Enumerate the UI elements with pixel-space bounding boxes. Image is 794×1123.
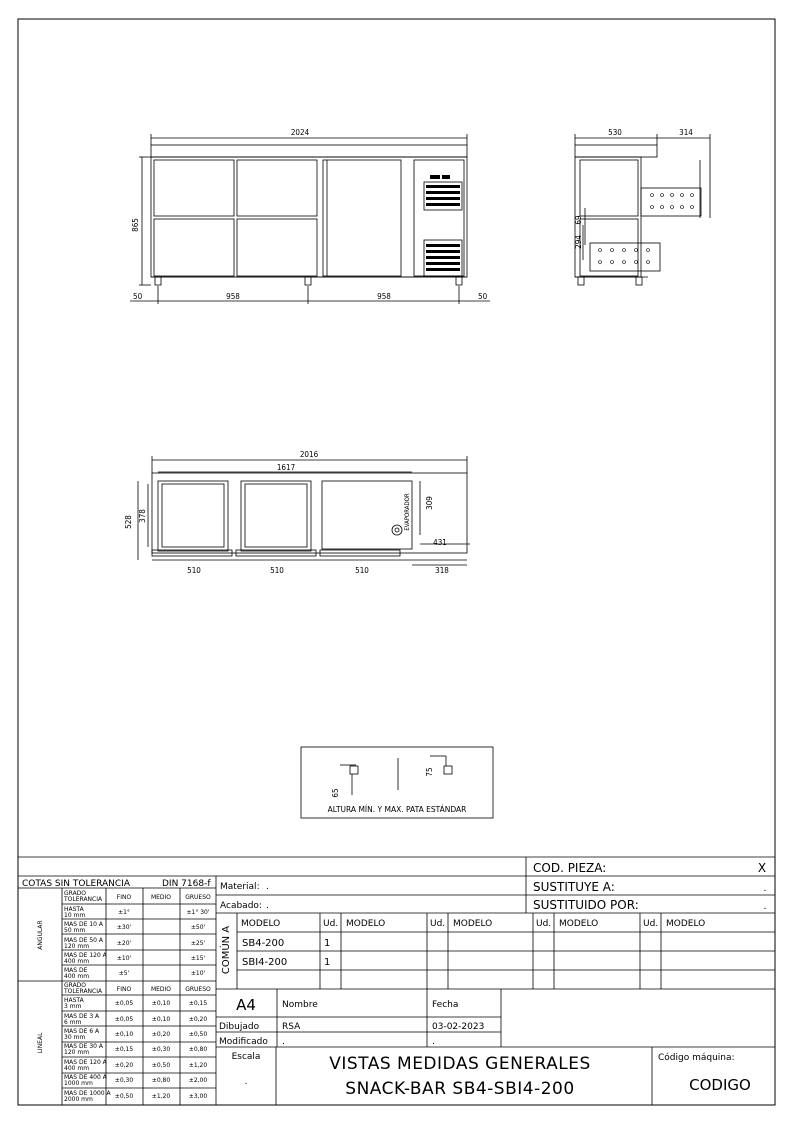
dim-front-width: 2024: [290, 128, 310, 137]
angular-row-3-grueso: ±15': [190, 955, 206, 962]
lineal-row-6-fino: ±0,50: [114, 1093, 134, 1100]
codigo-maquina-label: Código máquina:: [658, 1053, 735, 1063]
angular-row-0-label-line2: 10 mm: [64, 912, 86, 919]
angular-row-0-fino: ±1°: [118, 909, 130, 916]
model-header-1: MODELO: [241, 919, 281, 929]
angular-label: ANGULAR: [37, 920, 44, 950]
model-row-2: SBI4-200: [242, 957, 288, 968]
comun-label: COMÚN A: [221, 925, 232, 975]
ud-header-2: Ud.: [430, 919, 446, 929]
sheet-border: [18, 19, 775, 1105]
lineal-row-4-label-line2: 400 mm: [64, 1065, 90, 1072]
lineal-row-6-label-line1: MAS DE 1000 A: [64, 1090, 111, 1097]
angular-header-grado-line2: TOLERANCIA: [64, 896, 103, 903]
sustituido-value: .: [763, 901, 767, 912]
lineal-row-3-grueso: ±0,80: [188, 1046, 208, 1053]
angular-header-fino: FINO: [116, 894, 132, 901]
dim-top-width: 2016: [299, 450, 319, 459]
ud-header-3: Ud.: [536, 919, 552, 929]
dim-top-depth: 528: [124, 515, 133, 529]
fecha-label: Fecha: [432, 1000, 459, 1010]
dim-front-height: 865: [131, 218, 140, 232]
angular-header-grueso: GRUESO: [185, 894, 211, 901]
angular-row-3-label-line2: 400 mm: [64, 958, 90, 965]
modificado-fecha: .: [432, 1037, 435, 1047]
lineal-header-grueso: GRUESO: [185, 986, 211, 993]
side-view: [575, 134, 710, 285]
lineal-row-6-label-line2: 2000 mm: [64, 1096, 93, 1103]
lineal-row-0-medio: ±0,10: [151, 1000, 171, 1007]
leg-max-dim: 75: [425, 767, 434, 777]
lineal-row-1-fino: ±0,05: [114, 1016, 134, 1023]
angular-row-2-label-line2: 120 mm: [64, 943, 90, 950]
ud-row-1: 1: [324, 938, 331, 949]
lineal-row-5-fino: ±0,30: [114, 1077, 134, 1084]
dim-front-mid1: 958: [226, 292, 240, 301]
lineal-header-fino: FINO: [116, 986, 132, 993]
sustituye-value: .: [763, 883, 767, 894]
angular-row-1-label-line2: 50 mm: [64, 927, 86, 934]
dim-top-seg1: 510: [187, 566, 201, 575]
side-dimension-labels: [574, 128, 693, 249]
lineal-row-1-grueso: ±0,20: [188, 1016, 208, 1023]
angular-row-4-label-line2: 400 mm: [64, 973, 90, 980]
lineal-row-1-label-line1: MAS DE 3 A: [64, 1013, 100, 1020]
angular-row-4-grueso: ±10': [190, 970, 206, 977]
lineal-row-1-medio: ±0,10: [151, 1016, 171, 1023]
tolerance-tables: [63, 890, 211, 1103]
model-row-1: SB4-200: [242, 938, 285, 949]
lineal-row-2-medio: ±0,20: [151, 1031, 171, 1038]
leg-detail-box: [301, 747, 493, 818]
lineal-row-1-label-line2: 6 mm: [64, 1019, 82, 1026]
escala-value: .: [244, 1077, 248, 1087]
lineal-header-grado-line1: GRADO: [64, 982, 87, 989]
lineal-row-0-grueso: ±0,15: [188, 1000, 208, 1007]
dibujado-label: Dibujado: [219, 1022, 260, 1032]
escala-label: Escala: [231, 1052, 261, 1062]
front-dimension-labels: [131, 128, 488, 301]
lineal-row-5-medio: ±0,80: [151, 1077, 171, 1084]
model-header-2: MODELO: [346, 919, 386, 929]
angular-row-3-label-line1: MAS DE 120 A: [64, 952, 107, 959]
angular-row-2-grueso: ±25': [190, 940, 206, 947]
lineal-row-4-medio: ±0,50: [151, 1062, 171, 1069]
lineal-row-2-grueso: ±0,50: [188, 1031, 208, 1038]
dim-top-seg3: 510: [355, 566, 369, 575]
dim-top-evap-h: 309: [425, 496, 434, 510]
lineal-row-6-grueso: ±3,00: [188, 1093, 208, 1100]
angular-row-4-fino: ±5': [118, 970, 130, 977]
lineal-row-4-grueso: ±1,20: [188, 1062, 208, 1069]
lineal-row-3-label-line1: MAS DE 30 A: [64, 1043, 103, 1050]
material-label: Material:: [220, 882, 260, 892]
leg-min-dim: 65: [331, 788, 340, 798]
angular-row-2-fino: ±20': [116, 940, 132, 947]
din-label: DIN 7168-f: [162, 879, 211, 889]
lineal-row-3-fino: ±0,15: [114, 1046, 134, 1053]
angular-row-4-label-line1: MAS DE: [64, 967, 88, 974]
model-header-4: MODELO: [559, 919, 599, 929]
evaporator-label: EVAPORADOR: [404, 493, 411, 531]
top-view: [138, 456, 470, 565]
material-value: .: [266, 882, 269, 892]
angular-header-grado-line1: GRADO: [64, 890, 87, 897]
angular-row-2-label-line1: MAS DE 50 A: [64, 937, 103, 944]
acabado-value: .: [266, 901, 269, 911]
lineal-header-grado-line2: TOLERANCIA: [64, 988, 103, 995]
drawing-title-line1: VISTAS MEDIDAS GENERALES: [329, 1054, 591, 1074]
front-view: [130, 134, 490, 304]
format-a4: A4: [236, 996, 256, 1014]
dim-side-h2: 294: [574, 235, 583, 249]
model-header-3: MODELO: [453, 919, 493, 929]
nombre-label: Nombre: [282, 1000, 318, 1010]
dim-top-inner: 1617: [276, 463, 296, 472]
lineal-row-4-label-line1: MAS DE 120 A: [64, 1059, 107, 1066]
leg-box-caption: ALTURA MÍN. Y MAX. PATA ESTÁNDAR: [327, 805, 467, 814]
angular-header-medio: MEDIO: [150, 894, 172, 901]
angular-row-3-fino: ±10': [116, 955, 132, 962]
lineal-label: LINEAL: [37, 1032, 44, 1054]
ud-row-2: 1: [324, 957, 331, 968]
lineal-header-medio: MEDIO: [150, 986, 172, 993]
dim-top-seg2: 510: [270, 566, 284, 575]
angular-row-1-label-line1: MAS DE 10 A: [64, 921, 103, 928]
lineal-row-5-label-line1: MAS DE 400 A: [64, 1074, 107, 1081]
title-block-text: [22, 861, 767, 1099]
dim-top-seg4: 318: [435, 566, 449, 575]
front-grills: [426, 175, 460, 271]
dim-top-evap-w: 431: [433, 538, 447, 547]
lineal-row-2-label-line2: 30 mm: [64, 1034, 86, 1041]
cotas-label: COTAS SIN TOLERANCIA: [22, 879, 131, 889]
dibujado-fecha: 03-02-2023: [432, 1022, 485, 1032]
angular-row-0-label-line1: HASTA: [64, 906, 84, 913]
lineal-row-5-grueso: ±2,00: [188, 1077, 208, 1084]
dim-side-depth2: 314: [679, 128, 693, 137]
drawing-title-line2: SNACK-BAR SB4-SBI4-200: [345, 1079, 575, 1099]
codigo-maquina-value: CODIGO: [689, 1076, 751, 1094]
side-holes: [599, 194, 694, 264]
ud-header-1: Ud.: [323, 919, 339, 929]
dim-top-inner-h: 378: [138, 509, 147, 523]
dim-front-right: 50: [478, 292, 488, 301]
acabado-label: Acabado:: [220, 901, 262, 911]
dim-front-left: 50: [133, 292, 143, 301]
cod-pieza-value: X: [757, 861, 767, 875]
lineal-row-3-medio: ±0,30: [151, 1046, 171, 1053]
model-header-5: MODELO: [666, 919, 706, 929]
lineal-row-0-fino: ±0,05: [114, 1000, 134, 1007]
lineal-row-3-label-line2: 120 mm: [64, 1049, 90, 1056]
angular-row-0-grueso: ±1° 30': [186, 909, 210, 916]
dim-front-mid2: 958: [377, 292, 391, 301]
lineal-row-2-label-line1: MAS DE 6 A: [64, 1028, 100, 1035]
ud-header-4: Ud.: [643, 919, 659, 929]
lineal-row-5-label-line2: 1000 mm: [64, 1080, 93, 1087]
angular-row-1-fino: ±30': [116, 924, 132, 931]
sustituye-label: SUSTITUYE A:: [533, 880, 615, 894]
lineal-row-6-medio: ±1,20: [151, 1093, 171, 1100]
modificado-value: .: [282, 1037, 285, 1047]
dim-side-h1: 69: [574, 215, 583, 225]
lineal-row-0-label-line2: 3 mm: [64, 1003, 82, 1010]
angular-row-1-grueso: ±50': [190, 924, 206, 931]
cod-pieza-label: COD. PIEZA:: [533, 861, 607, 875]
modificado-label: Modificado: [219, 1037, 268, 1047]
lineal-row-4-fino: ±0,20: [114, 1062, 134, 1069]
dim-side-depth: 530: [608, 128, 622, 137]
lineal-row-2-fino: ±0,10: [114, 1031, 134, 1038]
dibujado-value: RSA: [282, 1022, 301, 1032]
sustituido-label: SUSTITUIDO POR:: [533, 898, 639, 912]
lineal-row-0-label-line1: HASTA: [64, 997, 84, 1004]
